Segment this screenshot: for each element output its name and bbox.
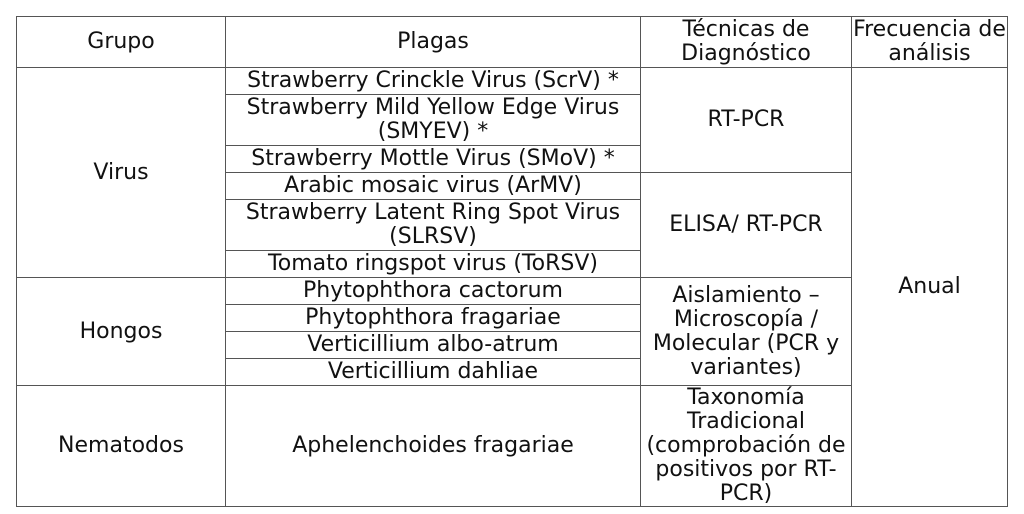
- header-tecnicas: Técnicas de Diagnóstico: [641, 17, 852, 68]
- plaga-cell: Phytophthora cactorum: [226, 278, 641, 305]
- plaga-cell: Tomato ringspot virus (ToRSV): [226, 251, 641, 278]
- plaga-cell: Phytophthora fragariae: [226, 305, 641, 332]
- table-row: [17, 68, 1008, 95]
- plaga-cell: Aphelenchoides fragariae: [226, 386, 641, 507]
- group-hongos: Hongos: [17, 278, 226, 386]
- tecnica-virus-b: ELISA/ RT-PCR: [641, 173, 852, 278]
- plaga-cell: Verticillium albo-atrum: [226, 332, 641, 359]
- plaga-cell: Strawberry Crinckle Virus (ScrV) *: [226, 68, 641, 95]
- header-plagas: Plagas: [226, 17, 641, 68]
- header-frecuencia: Frecuencia de análisis: [853, 17, 1006, 66]
- plaga-cell: Verticillium dahliae: [226, 359, 641, 386]
- group-virus: Virus: [17, 68, 226, 278]
- group-nematodos: Nematodos: [17, 386, 226, 507]
- header-row: [17, 17, 1008, 68]
- tecnica-virus-a: RT-PCR: [641, 68, 852, 173]
- plaga-cell: Strawberry Mild Yellow Edge Virus (SMYEV) *: [226, 95, 641, 146]
- frecuencia-cell: Anual: [852, 68, 1008, 507]
- plaga-cell: Arabic mosaic virus (ArMV): [226, 173, 641, 200]
- tecnica-nematodos: Taxonomía Tradicional (comprobación de positivos por RT-PCR): [641, 386, 852, 507]
- pest-diagnosis-table: [16, 16, 1008, 507]
- tecnica-hongos: Aislamiento – Microscopía / Molecular (PCR y variantes): [641, 278, 852, 386]
- plaga-cell: Strawberry Mottle Virus (SMoV) *: [226, 146, 641, 173]
- header-grupo: Grupo: [17, 17, 226, 68]
- plaga-cell: Strawberry Latent Ring Spot Virus (SLRSV): [226, 200, 641, 251]
